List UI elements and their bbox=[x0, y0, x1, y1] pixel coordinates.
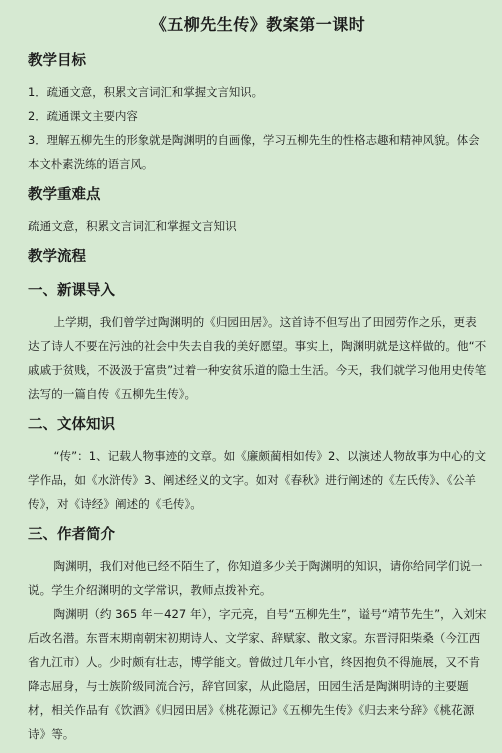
spacer bbox=[28, 176, 488, 184]
spacer bbox=[28, 238, 488, 246]
spacer bbox=[28, 302, 488, 310]
section3-paragraph-1: 陶渊明，我们对他已经不陌生了，你知道多少关于陶渊明的知识，请你给同学们说一说。学生介绍渊明的文学常识，教师点拨补充。 bbox=[28, 559, 483, 597]
spacer bbox=[28, 72, 488, 80]
section2-text: “传”：1、记载人物事迹的文章。如《廉颇蔺相如传》2、以演述人物故事为中心的文学作品，如《水浒传》3、阐述经义的文字。如对《春秋》进行阐述的《左氏传》、《公羊传》，对《诗经》阐述的《毛传》。 bbox=[28, 449, 487, 511]
process-heading: 教学流程 bbox=[28, 249, 86, 265]
section2-heading: 二、文体知识 bbox=[28, 417, 115, 433]
goals-heading: 教学目标 bbox=[28, 53, 86, 69]
spacer bbox=[28, 546, 488, 554]
key-points-text: 疏通文意，积累文言词汇和掌握文言知识 bbox=[28, 219, 237, 233]
section1-text: 上学期，我们曾学过陶渊明的《归园田居》。这首诗不但写出了田园劳作之乐，更表达了诗人不要在污浊的社会中失去自我的美好愿望。事实上，陶渊明就是这样做的。他“不戚戚于贫贱，不汲汲于富贵”过着一种安贫乐道的隐士生活。今天，我们就学习他用史传笔法写的一篇自传《五柳先生传》。 bbox=[28, 315, 487, 401]
spacer bbox=[28, 406, 488, 414]
page-title: 《五柳先生传》教案第一课时 bbox=[150, 15, 366, 34]
section1-heading: 一、新课导入 bbox=[28, 283, 115, 299]
key-points-heading: 教学重难点 bbox=[28, 187, 101, 203]
section3-heading: 三、作者简介 bbox=[28, 527, 115, 543]
spacer bbox=[28, 206, 488, 214]
spacer bbox=[28, 516, 488, 524]
spacer bbox=[28, 436, 488, 444]
goal-item-1: 1．疏通文意，积累文言词汇和掌握文言知识。 bbox=[28, 85, 264, 99]
section3-paragraph-2: 陶渊明（约 365 年－427 年），字元亮，自号“五柳先生”，谥号“靖节先生”，入刘宋后改名潜。东晋末期南朝宋初期诗人、文学家、辞赋家、散文家。东晋浔阳柴桑（今江西省九江市）人。少时颇有壮志，博学能文。曾做过几年小官，终因抱负不得施展，又不肯降志屈身，与士族阶级同流合污，辞官回家，从此隐居，田园生活是陶渊明诗的主要题材，相关作品有《饮酒》《归园田居》《桃花源记》《五柳先生传》《归去来兮辞》《桃花源诗》等。 bbox=[28, 607, 487, 741]
goal-item-3: 3．理解五柳先生的形象就是陶渊明的自画像，学习五柳先生的性格志趣和精神风貌。体会本文朴素洗练的语言风。 bbox=[28, 133, 480, 171]
spacer bbox=[28, 268, 488, 280]
goal-item-2: 2．疏通课文主要内容 bbox=[28, 109, 138, 123]
